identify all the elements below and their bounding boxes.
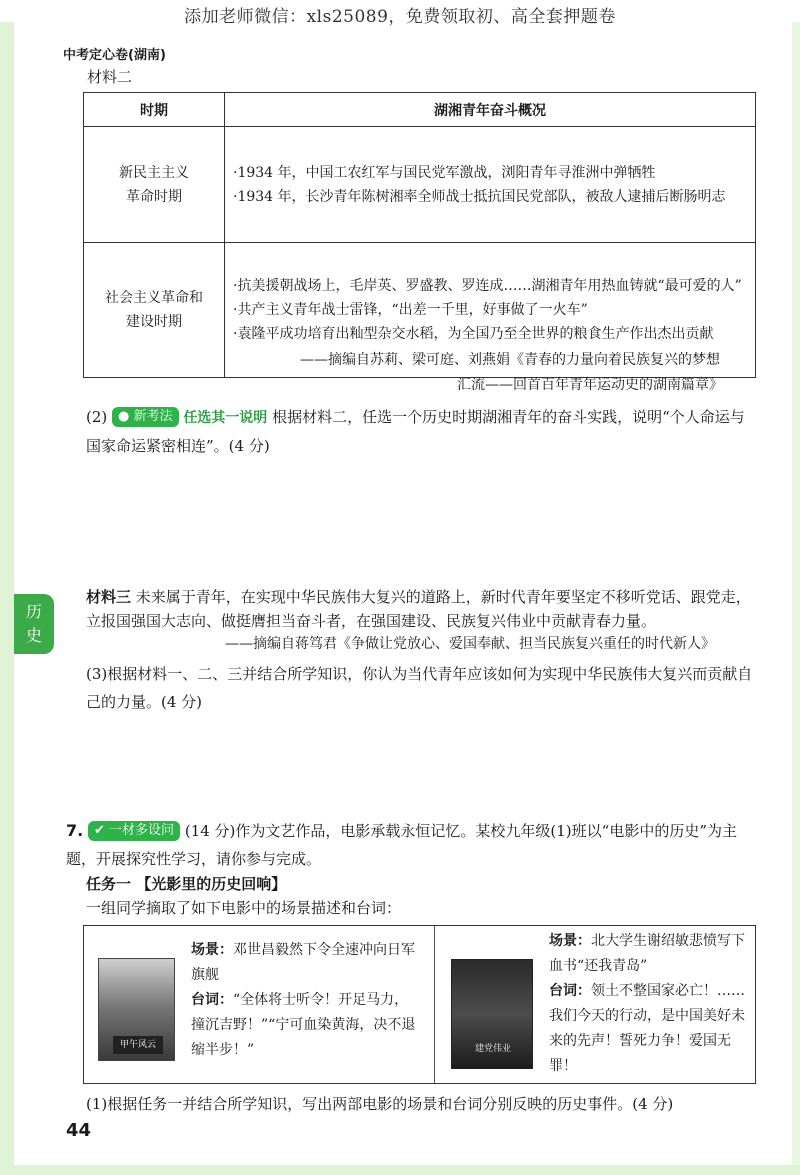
side-tab-char: 历 — [25, 602, 42, 621]
period-line: 建设时期 — [126, 314, 182, 330]
page-number: 44 — [66, 1120, 92, 1141]
question-7 — [66, 817, 756, 873]
film-poster-1 — [98, 958, 175, 1061]
lines-label: 台词： — [549, 983, 591, 999]
watermark-text: 添加老师微信：xls25089，免费领取初、高全套押题卷 — [184, 7, 616, 27]
badge-label: 新考法 — [133, 409, 173, 424]
question-number: (2) — [86, 408, 108, 426]
overview-item: ·1934 年，中国工农红军与国民党军激战，浏阳青年寻淮洲中弹牺牲 — [233, 164, 656, 181]
page-bottom-margin — [0, 1165, 800, 1175]
material3-text: 未来属于青年，在实现中华民族伟大复兴的道路上，新时代青年要坚定不移听党话、跟党走，立报国强国大志向、做挺膺担当奋斗者，在强国建设、民族复兴伟业中贡献青春力量。 — [86, 588, 751, 630]
poster-title: 建党伟业 — [474, 1044, 511, 1054]
scene-label: 场景： — [549, 933, 591, 949]
material2-source-line1: ——摘编自苏莉、梁可庭、刘燕娟《青春的力量向着民族复兴的梦想 — [300, 352, 720, 368]
material2-source-line2: 汇流——回首百年青年运动史的湖南篇章》 — [457, 377, 723, 393]
period-line: 革命时期 — [126, 188, 182, 205]
material2-title: 材料二 — [87, 68, 133, 86]
film-divider — [434, 926, 435, 1083]
scene-text: 北大学生谢绍敏悲愤写下血书“还我青岛” — [549, 933, 745, 974]
question-3: (3)根据材料一、二、三并结合所学知识，你认为当代青年应该如何为实现中华民族伟大复兴而贡献自己的力量。(4 分) — [86, 665, 753, 711]
table-header-row — [84, 93, 756, 127]
film-poster-2 — [451, 959, 533, 1069]
subject-side-tab — [14, 594, 54, 654]
period-line: 社会主义革命和 — [105, 290, 203, 306]
table-cell-period — [84, 243, 225, 378]
film-1-description — [191, 938, 419, 1063]
overview-item: ·共产主义青年战士雷锋，“出差一千里，好事做了一火车” — [233, 302, 588, 318]
material3 — [86, 585, 756, 633]
task-1-intro: 一组同学摘取了如下电影中的场景描述和台词： — [86, 899, 402, 917]
overview-item: ·抗美援朝战场上，毛岸英、罗盛教、罗连成……湖湘青年用热血铸就“最可爱的人” — [233, 278, 742, 294]
material3-source: ——摘编自蒋笃君《争做让党放心、爱国奉献、担当民族复兴重任的时代新人》 — [225, 636, 715, 652]
youth-struggle-table — [83, 92, 756, 378]
question-number: 7. — [66, 821, 84, 840]
lines-text: 领土不整国家必亡！……我们今天的行动，是中国美好未来的先声！誓死力争！爱国无罪！ — [549, 983, 745, 1074]
side-tab-char: 史 — [25, 626, 42, 645]
overview-item: ·1934 年，长沙青年陈树湘率全师战士抵抗国民党部队，被敌人逮捕后断肠明志 — [233, 188, 726, 205]
check-icon: ✔ — [94, 823, 105, 838]
film-quotes-box — [83, 925, 756, 1084]
badge-label: 一材多设问 — [109, 823, 175, 838]
question-text: (14 分)作为文艺作品，电影承载永恒记忆。某校九年级(1)班以“电影中的历史”为主题，开展探究性学习，请你参与完成。 — [66, 822, 737, 868]
new-exam-badge — [112, 407, 179, 427]
table-row — [84, 127, 756, 243]
table-cell-period — [84, 127, 225, 243]
lines-text: “全体将士听令！开足马力，撞沉吉野！”“宁可血染黄海，决不退缩半步！” — [191, 992, 416, 1058]
scene-label: 场景： — [191, 942, 233, 958]
question-2 — [86, 403, 756, 460]
question-7-1: (1)根据任务一并结合所学知识，写出两部电影的场景和台词分别反映的历史事件。(4 分) — [86, 1095, 674, 1113]
badge-subtitle: 任选其一说明 — [183, 410, 268, 426]
multi-question-badge — [88, 821, 180, 841]
table-header-overview: 湖湘青年奋斗概况 — [225, 93, 756, 127]
bulb-icon: ● — [118, 409, 130, 424]
task-1-title: 任务一 【光影里的历史回响】 — [86, 875, 287, 893]
page-right-margin — [792, 22, 800, 1175]
poster-title: 甲午风云 — [113, 1036, 163, 1054]
scene-text: 邓世昌毅然下令全速冲向日军旗舰 — [191, 942, 415, 983]
question-text: 根据材料二，任选一个历史时期湖湘青年的奋斗实践，说明“个人命运与国家命运紧密相连”。(4 分) — [86, 408, 745, 455]
period-line: 新民主主义 — [119, 164, 189, 181]
running-head: 中考定心卷(湖南) — [63, 48, 166, 63]
film-2-description — [549, 929, 749, 1079]
overview-item: ·袁隆平成功培育出籼型杂交水稻，为全国乃至全世界的粮食生产作出杰出贡献 — [233, 326, 714, 342]
page-left-margin — [0, 22, 14, 1175]
material3-label: 材料三 — [86, 588, 132, 606]
table-cell-overview — [225, 127, 756, 243]
lines-label: 台词： — [191, 992, 233, 1008]
table-header-period: 时期 — [84, 93, 225, 127]
